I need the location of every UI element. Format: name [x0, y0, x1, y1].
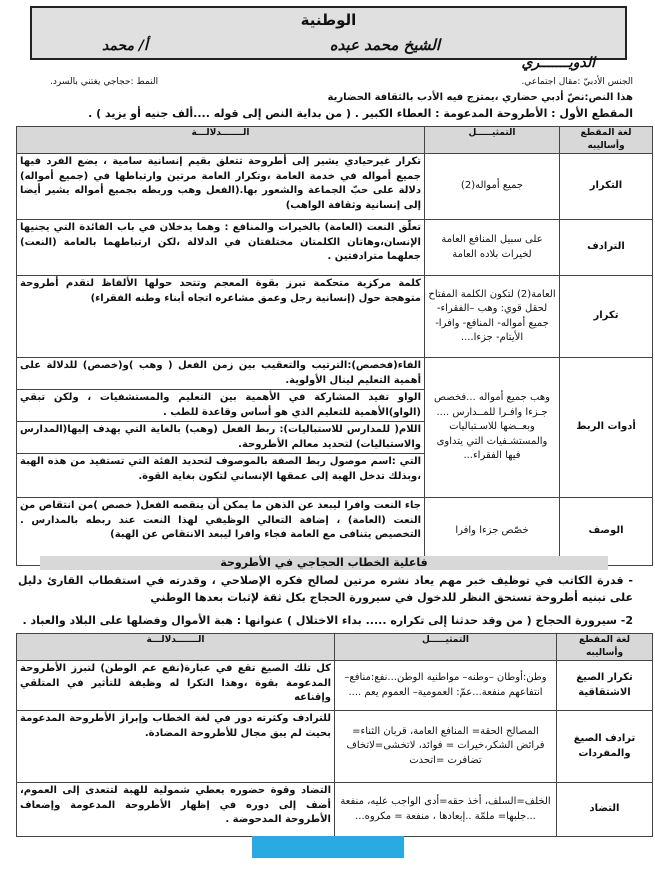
section1-title: المقطع الأول : الأطروحة المدعومة : العطاء الكبير . ( من بداية النص إلى قوله ....ألف جنيه أو يزيد ) .: [88, 107, 633, 120]
row-example: وهب جميع أمواله ...فخصص جـزءا وافـرا للمــدارس .... وبعــضها للاسـتباليات والمستشـفيات التي يتداوى فيها الفقراء...: [425, 358, 560, 498]
row-label: تكرار: [560, 276, 653, 358]
section2-point2: 2- سيرورة الحجاج ( من وقد حدثنا إلى تكراره ..... بداء الاختلال ) عنوانها : هبة الأموال وفضلها على البلاد والعباد .: [22, 614, 633, 627]
genre-line: الجنس الأدبيّ :مقال اجتماعي.: [521, 77, 633, 87]
section2-point1: - قدرة الكاتب في توظيف خبر مهم يعاد نشره مرتين لصالح فكره الإصلاحي ، وقدرته في استقطاب القارئ دليل على تبنيه أطروحة تستحق النظر للدخول في سيرورة الحجاج بكل ثقة لإثبات بعدها الوطني: [18, 574, 633, 605]
row-example: الخلف=السلف، أخذ حقه=أدى الواجب عليه، منفعة ...جلبها= ملمّة ..إبعادها ، منفعة = مكروه...: [335, 783, 557, 837]
header-meaning: الـــــــدلالـــة: [17, 127, 425, 154]
footer-blue-box: [252, 836, 404, 858]
teacher-label: أ/ محمد: [102, 38, 148, 54]
row-meaning: كلمة مركزية متحكمة تبرز بقوة المعجم وتتحد حولها الألفاظ لتقدم أطروحة متوهجة حول (إنسانية رجل وعمق مشاعره اتجاه أبناء وطنه الفقراء): [17, 276, 425, 358]
row-example: خصّص جزءا وافرا: [425, 498, 560, 566]
row-example: على سبيل المنافع العامة لخيرات بلاده العامة: [425, 220, 560, 276]
table-row: [17, 154, 653, 220]
connector-lam: اللام( للمدارس للاستباليات): ربط الفعل (وهب) بالغاية التي يهدف إليها(المدارس والاستباليات) لتحديد معالم الأطروحة.: [17, 422, 424, 454]
section2-band: فاعلية الخطاب الحجاجي في الأطروحة: [40, 556, 608, 570]
row-label: الوصف: [560, 498, 653, 566]
row-example: المصالح الحقة= المنافع العامة، قربان الثناء= فرائض الشكر،خيرات = فوائد، لاتخشى=لاتخاف تضافرت =اتحدت: [335, 711, 557, 783]
header-example: التمثيـــــل: [425, 127, 560, 154]
row-label: التضاد: [557, 783, 653, 837]
connector-allati: التي :اسم موصول ربط الصفة بالموصوف لتحديد الفئة التي تستفيد من هذه الهبة ،وبذلك تدخل الهبة إلى عمقها الإنساني لتكون بغاية القوة.: [20, 456, 421, 482]
row-example: جميع أمواله(2): [425, 154, 560, 220]
row-example: العامة(2) لتكون الكلمة المفتاح لحقل قوي: وهب –الفقراء-جميع أمواله- المنافع- وافرا-الأيتام- جزءا....: [425, 276, 560, 358]
analysis-table-1: [16, 126, 653, 566]
table-row: [17, 276, 653, 358]
pattern-line: النمط :حجاجي يغتني بالسرد.: [50, 77, 159, 87]
row-meaning: كل تلك الصيغ تقع في عبارة(نفع عم الوطن) لتبرز الأطروحة المدعومة بقوة ،وهذا التكرا له وظيفة للتأثير في المتلقي وإقناعه: [17, 661, 335, 711]
page-title: الوطنية: [300, 11, 357, 29]
row-meaning: تعلّق النعت (العامة) بالخيرات والمنافع : وهما يدخلان في باب الفائدة التي يجنيها الإنسان،وهاتان الكلمتان مختلفتان في الدلالة ،لكن ارتباطهما بالعامة (النعت) جعلهما مترادفتين .: [17, 220, 425, 276]
header-example: التمثيـــــل: [335, 634, 557, 661]
row-label: الترادف: [560, 220, 653, 276]
table-row: [17, 783, 653, 837]
header-language: لغة المقطع وأساليبه: [560, 127, 653, 154]
table-row: [17, 661, 653, 711]
teacher-name: الدويـــــــري: [521, 55, 595, 71]
header-box: [30, 6, 627, 60]
table-row: [17, 358, 653, 498]
header-meaning: الـــــــدلالـــة: [17, 634, 335, 661]
nature-line: هذا النص:نصّ أدبي حضاري ،يمتزج فيه الأدب بالثقافة الحضارية: [327, 92, 633, 103]
table-row: [17, 220, 653, 276]
row-meaning: جاء النعت وافرا ليبعد عن الذهن ما يمكن أن ينقصه الفعل( خصص )من انتقاص من النعت (العامة) ، إضافة التعالي الوظيفي لهذا النعت عند ربطه بالمدارس . التخصيص يتنافى مع العامة فجاء وافرا ليبعد الانتقاص عن الهبة): [17, 498, 425, 566]
row-label: تكرار الصيغ الاشتقاقية: [557, 661, 653, 711]
header-language: لغة المقطع وأساليبه: [557, 634, 653, 661]
row-label: ترادف الصيغ والمفردات: [557, 711, 653, 783]
analysis-table-2: [16, 633, 653, 837]
row-meaning: للترادف وكثرته دور في لغة الخطاب وإبراز الأطروحة المدعومة بحيث لم يبق مجال للأطروحة المضادة.: [17, 711, 335, 783]
row-meaning: التضاد وقوة حضوره يعطي شمولية للهبة لتتعدى إلى العموم، أضف إلى دوره في إظهار الأطروحة المدعومة وإضعاف الأطروحة المدحوضة .: [17, 783, 335, 837]
table-row: [17, 711, 653, 783]
school-name: الشيخ محمد عبده: [329, 36, 440, 54]
connector-fa: الفاء(فخصص):الترتيب والتعقيب بين زمن الفعل ( وهب )و(خصص) للدلالة على أهمية التعليم لينال الأولوية.: [17, 358, 424, 390]
row-label: أدوات الربط: [560, 358, 653, 498]
row-label: التكرار: [560, 154, 653, 220]
connector-waw: الواو تفيد المشاركة في الأهمية بين التعليم والمستشفيات ، ولكن تبقي (الواو)الأهمية للتعليم الذي هو أساس وقاعدة للطب .: [17, 390, 424, 422]
row-example: وطن:أوطان –وطنه– مواطنيه الوطن...نفع:منافع– انتفاعهم منفعة...عمّ: العمومية– العموم يعم ....: [335, 661, 557, 711]
row-meaning: تكرار غيرحيادي يشير إلى أطروحة تتعلق بقيم إنسانية سامية ، يضع الفرد فيها جميع أمواله في خدمة العامة ،وتكرار العامة مرتين وارتباطها في (جميع أمواله) دلالة على حبّ الجماعة والشعور بها.(الفعل وهب وربطه بجميع أمواله يشير أيضا إلى إنسانية وثقافة الواهب): [17, 154, 425, 220]
row-meaning: [17, 358, 425, 498]
